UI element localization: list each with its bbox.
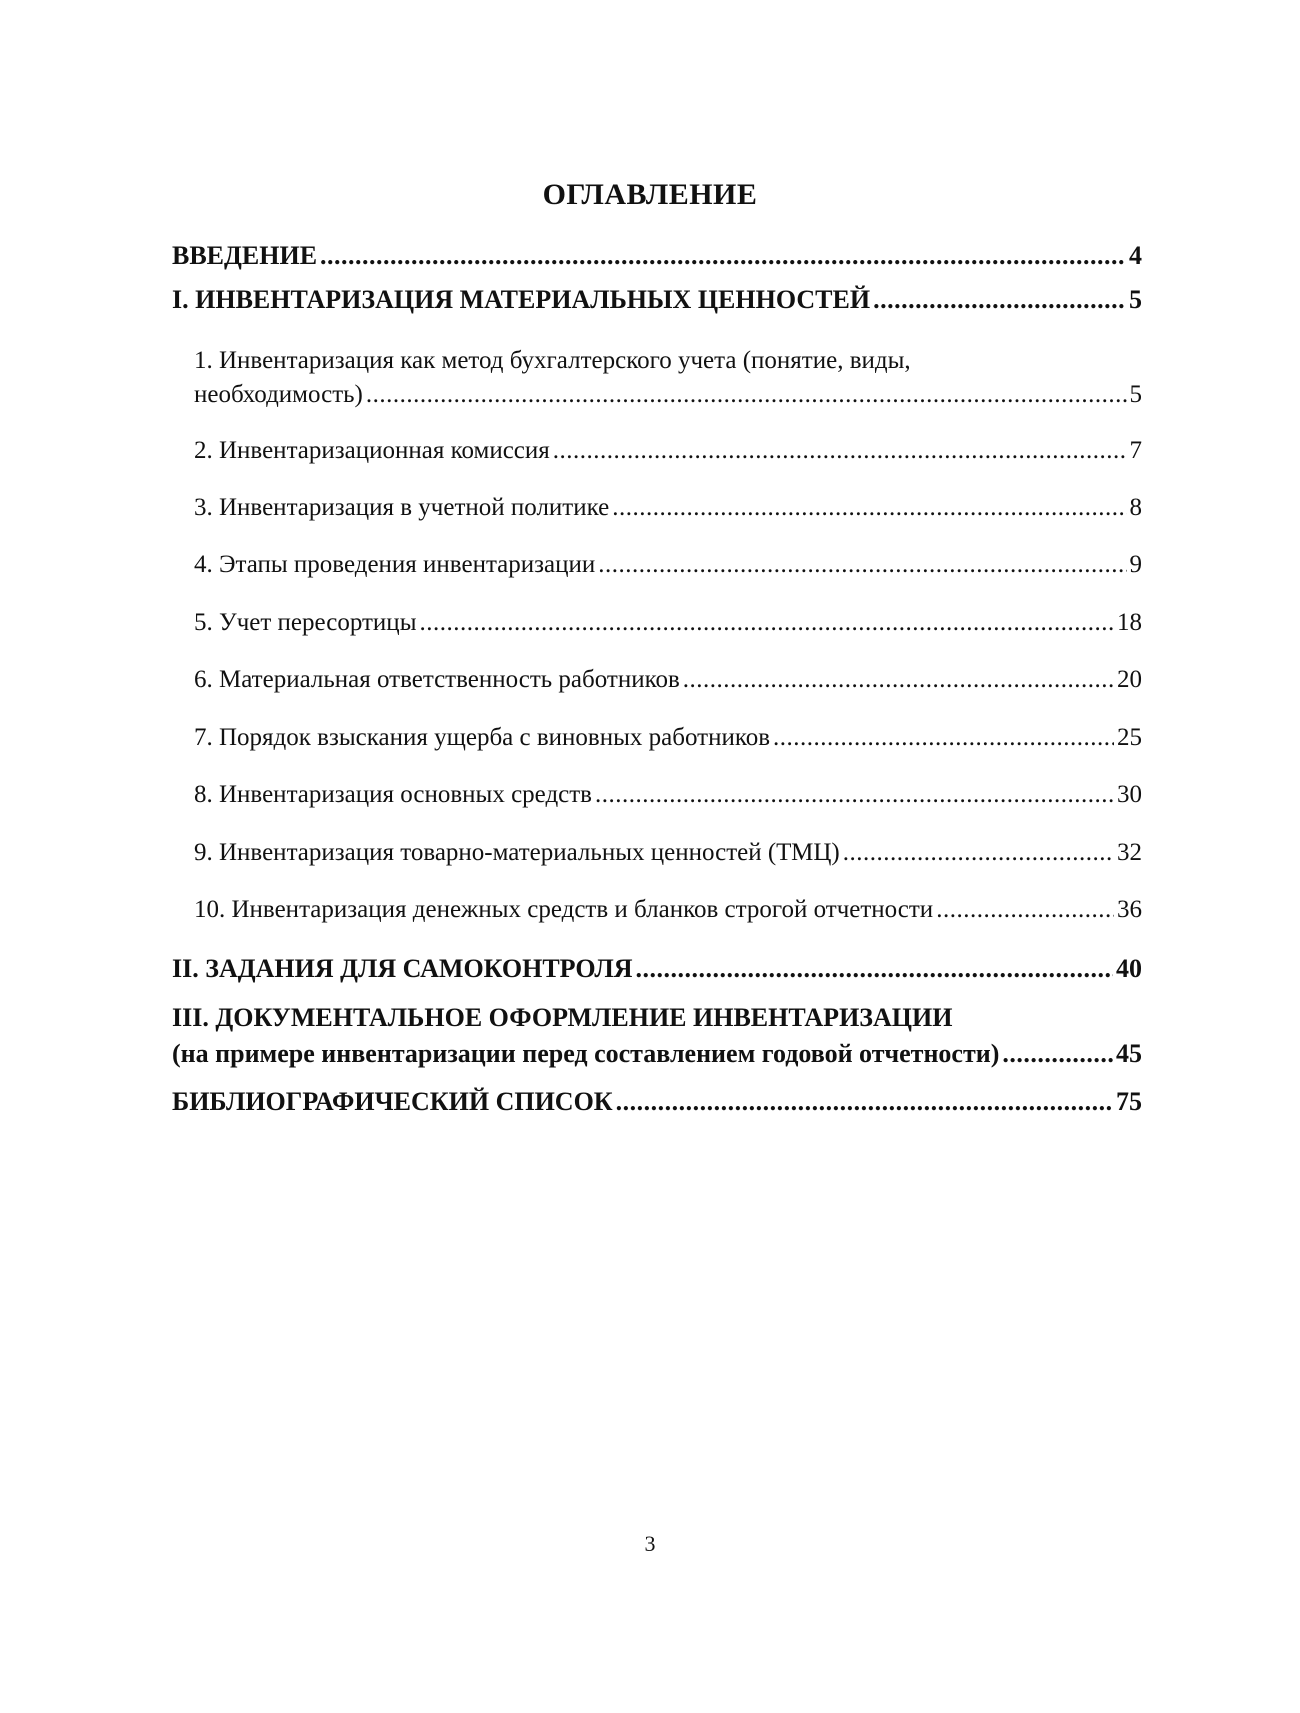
toc-entry-label: 8. Инвентаризация основных средств <box>194 781 592 808</box>
dot-leader <box>553 434 1127 468</box>
page-title: ОГЛАВЛЕНИЕ <box>542 178 758 211</box>
toc-entry-page: 5 <box>1129 285 1142 314</box>
dot-leader <box>635 953 1113 985</box>
toc-entry-page: 36 <box>1117 896 1142 923</box>
toc-entry-label-line-2: необходимость) <box>194 381 363 408</box>
toc-entry-section-7[interactable] <box>172 721 1142 755</box>
toc-entry-label: I. ИНВЕНТАРИЗАЦИЯ МАТЕРИАЛЬНЫХ ЦЕННОСТЕЙ <box>172 285 871 314</box>
toc-entry-section-6[interactable] <box>172 663 1142 697</box>
toc-entry-part-2[interactable] <box>172 953 1142 985</box>
toc-entry-page: 30 <box>1117 781 1142 808</box>
page-number: 3 <box>644 1531 656 1556</box>
toc-entry-label: ВВЕДЕНИЕ <box>172 241 318 270</box>
toc-entry-page: 9 <box>1129 551 1142 578</box>
dot-leader <box>320 240 1126 272</box>
toc-entry-section-1[interactable] <box>172 344 1142 412</box>
toc-entry-page: 75 <box>1116 1087 1142 1116</box>
toc-entry-label: 9. Инвентаризация товарно-материальных ценностей (ТМЦ) <box>194 839 840 866</box>
toc-entry-section-10[interactable] <box>172 893 1142 927</box>
toc-entry-part-3[interactable] <box>172 1002 1142 1070</box>
toc-entry-page: 20 <box>1117 666 1142 693</box>
toc-entry-label: 4. Этапы проведения инвентаризации <box>194 551 596 578</box>
dot-leader <box>873 284 1126 316</box>
toc-entry-introduction[interactable] <box>172 240 1142 272</box>
toc-entry-label-line-2: (на примере инвентаризации перед составлением годовой отчетности) <box>172 1039 1000 1068</box>
dot-leader <box>420 606 1115 640</box>
toc-entry-page: 45 <box>1116 1039 1142 1068</box>
toc-entry-label-line-1: III. ДОКУМЕНТАЛЬНОЕ ОФОРМЛЕНИЕ ИНВЕНТАРИЗАЦИИ <box>172 1003 953 1032</box>
toc-entry-section-4[interactable] <box>172 548 1142 582</box>
toc-entry-section-9[interactable] <box>172 836 1142 870</box>
dot-leader <box>773 721 1114 755</box>
toc-entry-label: 5. Учет пересортицы <box>194 609 417 636</box>
toc-entry-label: БИБЛИОГРАФИЧЕСКИЙ СПИСОК <box>172 1087 613 1116</box>
toc-entry-label: 7. Порядок взыскания ущерба с виновных работников <box>194 724 771 751</box>
dot-leader <box>936 893 1114 927</box>
toc-entry-page: 18 <box>1117 609 1142 636</box>
toc-entry-label: 3. Инвентаризация в учетной политике <box>194 494 610 521</box>
dot-leader <box>598 548 1126 582</box>
toc-entry-section-5[interactable] <box>172 606 1142 640</box>
toc-entry-page: 5 <box>1129 381 1142 408</box>
toc-entry-label: 6. Материальная ответственность работников <box>194 666 680 693</box>
dot-leader <box>366 378 1127 412</box>
toc-entry-page: 4 <box>1129 241 1142 270</box>
dot-leader <box>843 836 1114 870</box>
toc-entry-page: 40 <box>1116 954 1142 983</box>
toc-entry-label: II. ЗАДАНИЯ ДЛЯ САМОКОНТРОЛЯ <box>172 954 633 983</box>
dot-leader <box>616 1086 1113 1118</box>
toc-entry-label-line-1: 1. Инвентаризация как метод бухгалтерского учета (понятие, виды, <box>194 347 911 374</box>
toc-entry-page: 32 <box>1117 839 1142 866</box>
dot-leader <box>1002 1038 1113 1070</box>
dot-leader <box>612 491 1126 525</box>
toc-entry-section-2[interactable] <box>172 434 1142 468</box>
dot-leader <box>683 663 1114 697</box>
toc-entry-page: 25 <box>1117 724 1142 751</box>
toc-entry-bibliography[interactable] <box>172 1086 1142 1118</box>
toc-entry-section-3[interactable] <box>172 491 1142 525</box>
toc-entry-label: 2. Инвентаризационная комиссия <box>194 437 550 464</box>
toc-entry-page: 8 <box>1129 494 1142 521</box>
toc-entry-section-8[interactable] <box>172 778 1142 812</box>
dot-leader <box>595 778 1114 812</box>
toc-entry-label: 10. Инвентаризация денежных средств и бланков строгой отчетности <box>194 896 934 923</box>
toc-entry-part-1[interactable] <box>172 284 1142 316</box>
toc-entry-page: 7 <box>1129 437 1142 464</box>
